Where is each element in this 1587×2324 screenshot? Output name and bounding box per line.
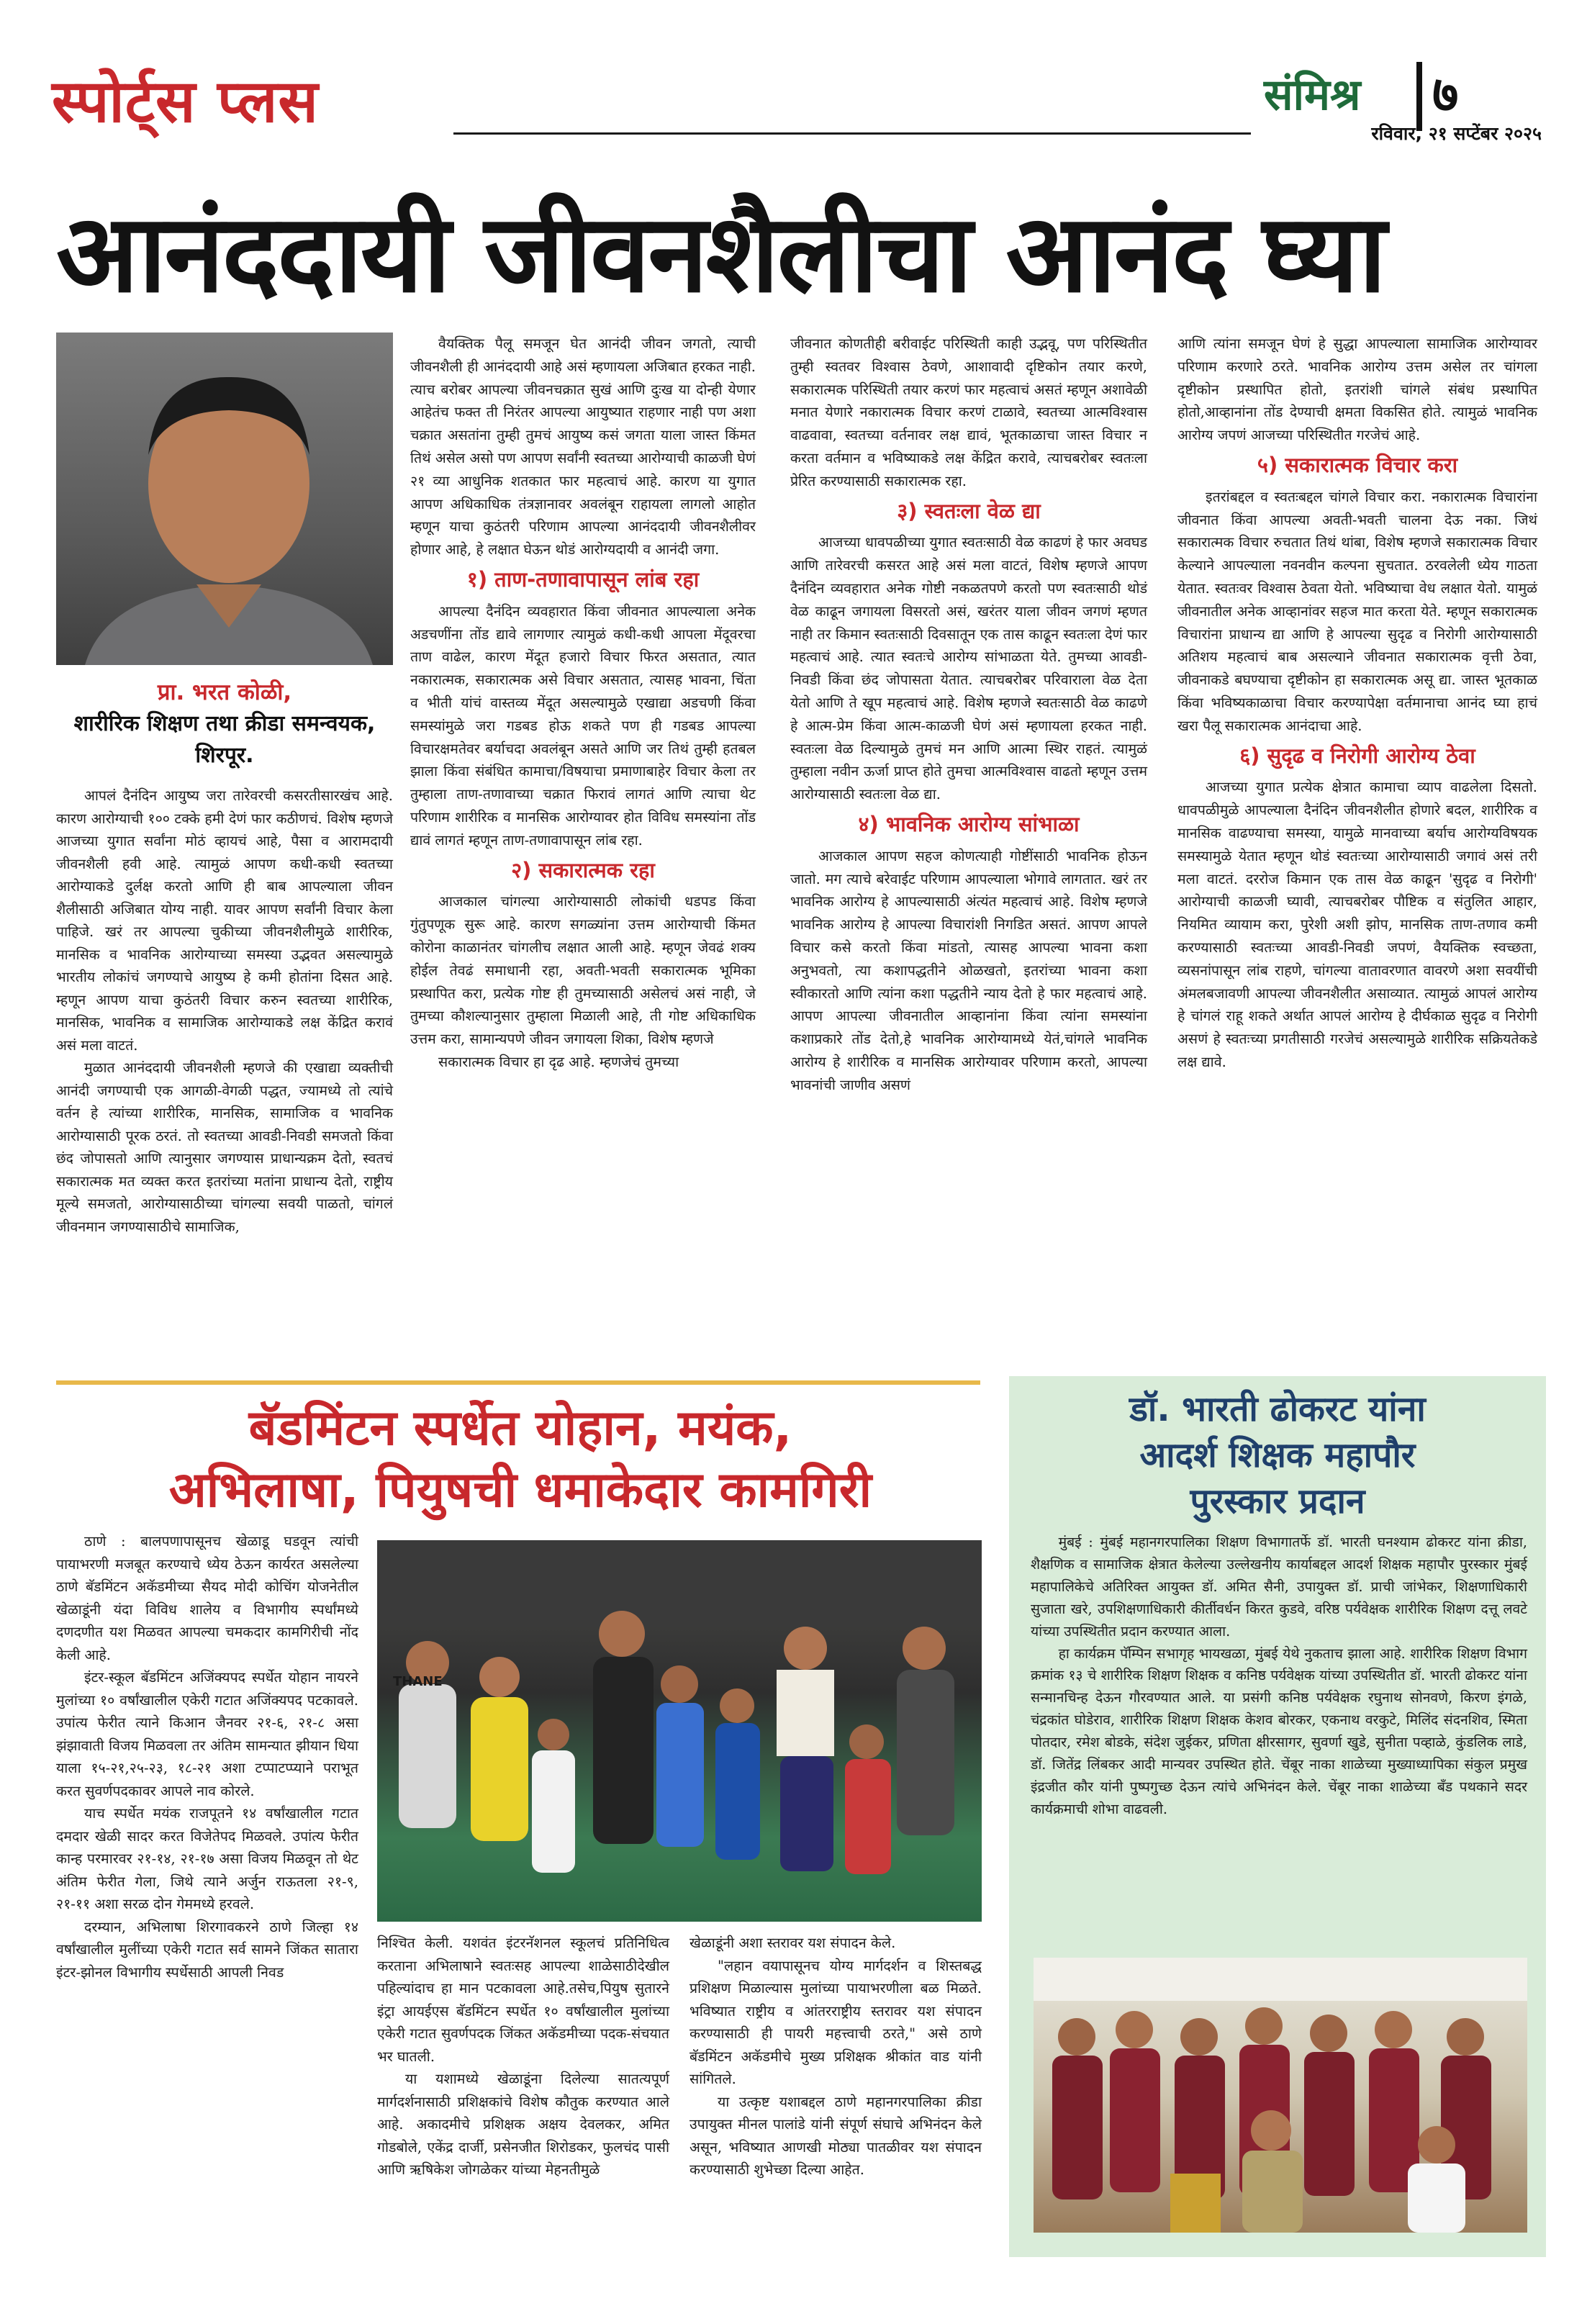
section-divider bbox=[56, 1380, 980, 1385]
badminton-headline-line2: अभिलाषा, पियुषची धमाकेदार कामगिरी bbox=[168, 1462, 872, 1519]
main-col-4 bbox=[1177, 333, 1537, 1074]
award-headline-line2: आदर्श शिक्षक महापौर bbox=[1139, 1435, 1416, 1475]
page-number: ७ bbox=[1432, 65, 1459, 124]
badminton-col-2 bbox=[377, 1932, 669, 2181]
award-headline-line1: डॉ. भारती ढोकरट यांना bbox=[1129, 1389, 1426, 1429]
award-group-icon bbox=[1034, 1958, 1527, 2233]
author-photo bbox=[56, 333, 393, 665]
subheading-positive: २) सकारात्मक रहा bbox=[511, 857, 655, 882]
section-title: स्पोर्ट्स प्लस bbox=[52, 68, 319, 136]
issue-date: रविवार, २१ सप्टेंबर २०२५ bbox=[1371, 123, 1542, 144]
team-group-icon bbox=[377, 1540, 982, 1922]
main-headline: आनंददायी जीवनशैलीचा आनंद घ्या bbox=[56, 191, 1385, 317]
paragraph: आपलं दैनंदिन आयुष्य जरा तारेवरची कसरतीसारखंच आहे. कारण आरोग्याची १०० टक्के हमी देणं फार कठीणचं. विशेष म्हणजे आजच्या युगात सर्वांना मोठं व्हायचं आहे, पैसा व आरामदायी जीवनशैली हवी आहे. त्यामुळं आपण कधी-कधी स्वतच्या आरोग्याकडे दुर्लक्ष करतो आणि ही बाब आपल्याला जीवन शैलीसाठी अजिबात योग्य नाही. यावर आपण सर्वांनी विचार केला पाहिजे. खरं तर आपल्या चुकीच्या जीवनशैलीमुळे शारीरिक, मानसिक व भावनिक आरोग्याच्या समस्या उद्भवत असल्यामुळे भारतीय लोकांचं जगण्याचे आयुष्य हे कमी होतांना दिसत आहे. म्हणून आपण याचा कुठंतरी विचार करुन स्वतच्या शारीरिक, मानसिक, भावनिक व सामाजिक आरोग्याकडे लक्ष केंद्रित करावं असं मला वाटतं. bbox=[56, 787, 393, 1054]
paragraph: याच स्पर्धेत मयंक राजपूतने १४ वर्षांखालील गटात दमदार खेळी सादर करत विजेतेपद मिळवले. उपांत्य फेरीत कान्ह परमारवर २१-१४, २१-१७ असा विजय मिळवून तो थेट अंतिम फेरीत गेला, जिथे त्याने अर्जुन राऊतला २१-९, २१-११ अशा सरळ दोन गेममध्ये हरवले. bbox=[56, 1805, 358, 1912]
award-headline-line3: पुरस्कार प्रदान bbox=[1190, 1481, 1365, 1522]
paragraph: इंटर-स्कूल बॅडमिंटन अजिंक्यपद स्पर्धेत योहान नायरने मुलांच्या १० वर्षांखालील एकेरी गटात अजिंक्यपद पटकावले. उपांत्य फेरीत त्याने किआन जैनवर २१-६, २१-८ असा झंझावाती विजय मिळवला तर अंतिम सामन्यात झीयान धिया याला १५-२१,२५-२३, १८-२१ अशा टप्पाटप्प्याने पराभूत करत सुवर्णपदकावर आपले नाव कोरले. bbox=[56, 1669, 358, 1799]
paragraph: मुंबई : मुंबई महानगरपालिका शिक्षण विभागातर्फे डॉ. भारती घनश्याम ढोकरट यांना क्रीडा, शैक्षणिक व सामाजिक क्षेत्रात केलेल्या उल्लेखनीय कार्याबद्दल आदर्श शिक्षक महापौर पुरस्कार मुंबई महापालिकेचे अतिरिक्त आयुक्त डॉ. अमित सैनी, उपायुक्त डॉ. प्राची जांभेकर, शिक्षणाधिकारी सुजाता खरे, उपशिक्षणाधिकारी कीर्तीवर्धन किरत कुडवे, वरिष्ठ पर्यवेक्षक शारीरिक शिक्षण दत्तू लवटे यांच्या उपस्थितीत प्रदान करण्यात आला. bbox=[1031, 1534, 1527, 1640]
paragraph: आपल्या दैनंदिन व्यवहारात किंवा जीवनात आपल्याला अनेक अडचणींना तोंड द्यावे लागणार त्यामुळं कधी-कधी आपला मेंदूवरचा ताण वाढेल, कारण मेंदूत हजारो विचार फिरत असतात, त्यात नकारात्मक, सकारात्मक असे विचार असतात, त्यासह भावना, चिंता व भीती यांचं वास्तव्य मेंदूत असल्यामुळे एखाद्या अडचणी किंवा समस्यांमुळे जरा गडबड होऊ शकते पण ही गडबड आपल्या विचारक्षमतेवर बर्याचदा अवलंबून असते आणि जर तिथं तुम्ही हतबल झाला किंवा संबंधित कामाचा/विषयाचा प्रमाणाबाहेर विचार केला तर तुम्हाला ताण-तणावाच्या चक्रात फिरावं लागतं आणि त्याचा थेट परिणाम शारीरिक व मानसिक आरोग्यावर होत विविध समस्यांना तोंड द्यावं लागतं म्हणून ताण-तणावापासून लांब रहा. bbox=[410, 602, 756, 849]
subheading-stress: १) ताण-तणावापासून लांब रहा bbox=[466, 566, 700, 592]
main-col-1 bbox=[56, 785, 393, 1238]
supplement-name: संमिश्र bbox=[1264, 70, 1361, 120]
badminton-team-photo bbox=[377, 1540, 982, 1922]
paragraph: खेळाडूंनी अशा स्तरावर यश संपादन केले. bbox=[689, 1935, 896, 1951]
paragraph: आजकाल आपण सहज कोणत्याही गोष्टींसाठी भावनिक होऊन जातो. मग त्याचे बरेवाईट परिणाम आपल्याला भोगावे लागतात. खरं तर भावनिक आरोग्य हे आपल्यासाठी अंत्यंत महत्वाचं आहे. विशेष म्हणजे भावनिक आरोग्य हे आपल्या विचारांशी निगडित असतं. आपण आपले विचार कसे करतो किंवा मांडतो, त्यासह आपल्या भावना कशा अनुभवतो, त्या कशापद्धतीने ओळखतो, इतरांच्या भावना कशा स्वीकारतो आणि त्यांना कशा पद्धतीने न्याय देतो हे फार महत्वाचं आहे. आपण आपल्या जीवनातील आव्हानांना किंवा त्यांना समस्यांना कशाप्रकारे तोंड देतो,हे भावनिक आरोग्यामध्ये येतं,चांगले भावनिक आरोग्य हे शारीरिक व मानसिक आरोग्यावर परिणाम करतो, आपल्या भावनांची जाणीव असणं bbox=[790, 847, 1147, 1093]
paragraph: मुळात आनंददायी जीवनशैली म्हणजे की एखाद्या व्यक्तीची आनंदी जगण्याची एक आगळी-वेगळी पद्धत, ज्यामध्ये तो त्यांचे वर्तन हे त्यांच्या शारीरिक, मानसिक, सामाजिक व भावनिक आरोग्यासाठी पूरक ठरतं. तो स्वतच्या आवडी-निवडी समजतो किंवा छंद जोपासतो आणि त्यानुसार जगण्यास प्राधान्यक्रम देतो, स्वतचं सकारात्मक मत व्यक्त करत इतरांच्या मतांना प्राधान्य देतो, राष्ट्रीय मूल्ये समजतो, आरोग्यासाठीच्या चांगल्या सवयी पाळतो, चांगलं जीवनमान जगण्यासाठीचे सामाजिक, bbox=[56, 1059, 393, 1235]
main-col-3 bbox=[790, 333, 1147, 1097]
paragraph: या यशामध्ये खेळाडूंना दिलेल्या सातत्यपूर्ण मार्गदर्शनासाठी प्रशिक्षकांचे विशेष कौतुक करण्यात आले आहे. अकादमीचे प्रशिक्षक अक्षय देवलकर, अमित गोडबोले, एकेंद्र दार्जी, प्रसेनजीत शिरोडकर, फुलचंद पासी आणि ऋषिकेश जोगळेकर यांच्या मेहनतीमुळे bbox=[377, 2071, 669, 2178]
header-rule bbox=[453, 132, 1251, 135]
photo-banner-text: THANE bbox=[393, 1674, 443, 1689]
badminton-headline-line1: बॅडमिंटन स्पर्धेत योहान, मयंक, bbox=[248, 1400, 792, 1457]
paragraph: हा कार्यक्रम पॅम्पिन सभागृह भायखळा, मुंबई येथे नुकताच झाला आहे. शारीरिक शिक्षण विभाग क्रमांक १३ चे शारीरिक शिक्षण शिक्षक व कनिष्ठ पर्यवेक्षक यांच्या उपस्थितीत डॉ. भारती ढोकरट यांना सन्मानचिन्ह देऊन गौरवण्यात आले. या प्रसंगी कनिष्ठ पर्यवेक्षक रघुनाथ सोनवणे, किरण इंगळे, चंद्रकांत घोडेराव, शारीरिक शिक्षण शिक्षक केशव बोरकर, एकनाथ वरकुटे, मिलिंद संदनशिव, स्मिता पोतदार, रमेश बोडके, संदेश जुईकर, प्रणिता क्षीरसागर, सुवर्णा खुडे, सुनीता पव्हाळे, कुंडलिक लाडे, डॉ. जितेंद्र लिंबकर आदी मान्यवर उपस्थित होते. चेंबूर नाका शाळेच्या मुख्याध्यापिका संकुल प्रमुख इंद्रजीत कौर यांनी पुष्पगुच्छ देऊन त्यांचे अभिनंदन केले. चेंबूर नाका शाळेच्या बँड पथकाने सदर कार्यक्रमाची शोभा वाढवली. bbox=[1031, 1645, 1527, 1817]
author-location: शिरपूर. bbox=[195, 743, 254, 768]
author-designation: शारीरिक शिक्षण तथा क्रीडा समन्वयक, bbox=[73, 711, 376, 736]
paragraph: जीवनात कोणतीही बरीवाईट परिस्थिती काही उद्भवू, पण परिस्थितीत तुम्ही स्वतवर विश्वास ठेवणे, आशावादी दृष्टिकोन तयार करणे, सकारात्मक परिस्थिती तयार करणं फार महत्वाचं असतं म्हणून अशावेळी मनात येणारे नकारात्मक विचार करणं टाळावे, स्वतच्या आत्मविश्वास वाढवावा, स्वतच्या वर्तनावर लक्ष द्यावं, भूतकाळाचा जास्त विचार न करता वर्तमान व भविष्याकडे लक्ष केंद्रित करावे, त्याचबरोबर स्वतःला प्रेरित करण्यासाठी सकारात्मक रहा. bbox=[790, 335, 1147, 489]
paragraph: आणि त्यांना समजून घेणं हे सुद्धा आपल्याला सामाजिक आरोग्यावर परिणाम करणारे ठरते. भावनिक आरोग्य उत्तम असेल तर चांगला दृष्टीकोन प्रस्थापित होतो, इतरांशी चांगले संबंध प्रस्थापित होतो,आव्हानांना तोंड देण्याची क्षमता विकसित होते. त्यामुळं भावनिक आरोग्य जपणं आजच्या परिस्थितीत गरजेचं आहे. bbox=[1177, 335, 1537, 444]
paragraph: "लहान वयापासूनच योग्य मार्गदर्शन व शिस्तबद्ध प्रशिक्षण मिळाल्यास मुलांच्या पायाभरणीला बळ मिळते. भविष्यात राष्ट्रीय व आंतरराष्ट्रीय स्तरावर यश संपादन करण्यासाठी ही पायरी महत्त्वाची ठरते," असे ठाणे बॅडमिंटन अकॅडमीचे मुख्य प्रशिक्षक श्रीकांत वाड यांनी सांगितले. bbox=[689, 1957, 982, 2087]
paragraph: आजच्या धावपळीच्या युगात स्वतःसाठी वेळ काढणं हे फार अवघड आणि तारेवरची कसरत आहे असं मला वाटतं, विशेष म्हणजे आपण दैनंदिन व्यवहारात अनेक गोष्टी नकळतपणे करतो पण स्वतःसाठी थोडं वेळ काढून जगायला विसरतो असं, खरंतर याला जीवन जगणं म्हणत नाही तर किमान स्वतःसाठी दिवसातून एक तास काढून स्वतःला देणं फार महत्वाचं आहे. त्यात स्वतःचे आरोग्य सांभाळता येते. तुमच्या आवडी-निवडी किंवा छंद जोपासता येतात. त्याचबरोबर परिवाराला वेळ देता येतो आणि ते खूप महत्वाचं आहे. विशेष म्हणजे स्वतःसाठी वेळ काढणे हे आत्म-प्रेम किंवा आत्म-काळजी घेणं असं म्हणायला हरकत नाही. स्वतःला वेळ दिल्यामुळे तुमचं मन आणि आत्मा स्थिर राहतं. त्यामुळं तुम्हाला नवीन ऊर्जा प्राप्त होते तुमचा आत्मविश्वास वाढतो म्हणून उत्तम आरोग्यासाठी स्वतःला वेळ द्या. bbox=[790, 534, 1147, 803]
paragraph: निश्चित केली. यशवंत इंटरनॅशनल स्कूलचं प्रतिनिधित्व करताना अभिलाषाने स्वतःसह आपल्या शाळेसाठीदेखील पहिल्यांदाच हा मान पटकावला आहे.तसेच,पियुष सुतारने इंट्रा आयईएस बॅडमिंटन स्पर्धेत १० वर्षांखालील मुलांच्या एकेरी गटात सुवर्णपदक जिंकत अकॅडमीच्या पदक-संचयात भर घातली. bbox=[377, 1935, 669, 2065]
subheading-emotional: ४) भावनिक आरोग्य सांभाळा bbox=[858, 811, 1080, 836]
subheading-healthy: ६) सुदृढ व निरोगी आरोग्य ठेवा bbox=[1239, 743, 1475, 768]
award-body bbox=[1031, 1532, 1527, 1821]
badminton-col-1 bbox=[56, 1530, 358, 1984]
paragraph: दरम्यान, अभिलाषा शिरगावकरने ठाणे जिल्हा १४ वर्षांखालील मुलींच्या एकेरी गटात सर्व सामने जिंकत सातारा इंटर-झोनल विभागीय स्पर्धेसाठी आपली निवड bbox=[56, 1918, 358, 1981]
subheading-positive-thinking: ५) सकारात्मक विचार करा bbox=[1257, 452, 1458, 477]
paragraph: ठाणे : बालपणापासूनच खेळाडू घडवून त्यांची पायाभरणी मजबूत करण्याचे ध्येय ठेऊन कार्यरत असलेल्या ठाणे बॅडमिंटन अकॅडमीच्या सैयद मोदी कोचिंग योजनेतील खेळाडूंनी यंदा विविध शालेय व विभागीय स्पर्धांमध्ये दणदणीत यश मिळवत आपल्या चमकदार कामगिरीची नोंद केली आहे. bbox=[56, 1533, 358, 1663]
award-photo bbox=[1034, 1958, 1527, 2233]
paragraph: या उत्कृष्ट यशाबद्दल ठाणे महानगरपालिका क्रीडा उपायुक्त मीनल पालांडे यांनी संपूर्ण संघाचे अभिनंदन केले असून, भविष्यात आणखी मोठ्या पातळीवर यश संपादन करण्यासाठी शुभेच्छा दिल्या आहेत. bbox=[689, 2093, 982, 2178]
badminton-headline bbox=[56, 1398, 985, 1522]
paragraph: वैयक्तिक पैलू समजून घेत आनंदी जीवन जगतो, त्याची जीवनशैली ही आनंददायी आहे असं म्हणायला अजिबात हरकत नाही. त्याच बरोबर आपल्या जीवनचक्रात सुखं आणि दुःख या दोन्ही येणार आहेतंच फक्त ती निरंतर आपल्या आयुष्यात राहणार नाही पण अशा चक्रात असतांना तुम्ही तुमचं आयुष्य कसं जगता याला जास्त किंमत तिथं असेल असो पण आपण सर्वांनी स्वतच्या आरोग्याची काळजी घेणं २१ व्या आधुनिक शतकात फार महत्वाचं आहे. कारण या युगात आपण अधिकाधिक तंत्रज्ञानावर अवलंबून राहायला लागलो आहोत म्हणून याचा कुठंतरी परिणाम आपल्या आनंददायी जीवनशैलीवर होणार आहे, हे लक्षात घेऊन थोडं आरोग्यदायी व आनंदी जगा. bbox=[410, 335, 756, 559]
paragraph: आजच्या युगात प्रत्येक क्षेत्रात कामाचा व्याप वाढलेला दिसतो. धावपळीमुळे आपल्याला दैनंदिन जीवनशैलीत होणारे बदल, शारीरिक व मानसिक वाढण्याचा समस्या, यामुळे मानवाच्या बर्याच आरोग्यविषयक समस्यामुळे येतात म्हणून थोडं स्वतःच्या आरोग्यासाठी जगावं असं तरी मला वाटतं. दररोज किमान एक तास वेळ काढून 'सुदृढ व निरोगी' आरोग्याची काळजी घ्यावी, त्याचबरोबर पौष्टिक व संतुलित आहार, नियमित व्यायाम करा, पुरेशी अशी झोप, मानसिक ताण-तणाव कमी करण्यासाठी स्वतःच्या आवडी-निवडी जपणं, वैयक्तिक स्वच्छता, व्यसनांपासून लांब राहणे, चांगल्या वातावरणात वावरणे अशा सवयींची अंमलबजावणी आपल्या जीवनशैलीत असाव्यात. त्यामुळं आपलं आरोग्य हे चांगलं राहू शकते अर्थात आपलं आरोग्य हे दीर्घकाळ सुदृढ व निरोगी असणं हे स्वतःच्या प्रगतीसाठी गरजेचं असल्यामुळे शारीरिक सक्रियतेकडे लक्ष द्यावे. bbox=[1177, 779, 1537, 1070]
award-headline bbox=[1009, 1386, 1546, 1524]
author-byline bbox=[56, 677, 393, 772]
badminton-col-3 bbox=[689, 1932, 982, 2181]
author-name: प्रा. भरत कोळी, bbox=[157, 679, 292, 705]
paragraph: सकारात्मक विचार हा दृढ आहे. म्हणजेचं तुमच्या bbox=[438, 1053, 679, 1070]
paragraph: आजकाल चांगल्या आरोग्यासाठी लोकांची धडपड किंवा गुंतुपणूक सुरू आहे. कारण सगळ्यांना उत्तम आरोग्याची किंमत कोरोना काळानंतर चांगलीच लक्षात आली आहे. म्हणून जेवढं शक्य होईल तेवढं समाधानी रहा, अवती-भवती सकारात्मक भूमिका प्रस्थापित करा, प्रत्येक गोष्ट ही तुमच्यासाठी असेलचं असं नाही, जे तुमच्या कौशल्यानुसार तुम्हाला मिळाली आहे, ती गोष्ट अधिकाधिक उत्तम करा, सामान्यपणे जीवन जगायला शिका, विशेष म्हणजे bbox=[410, 893, 756, 1048]
author-portrait-icon bbox=[56, 333, 393, 665]
paragraph: इतरांबद्दल व स्वतःबद्दल चांगले विचार करा. नकारात्मक विचारांना जीवनात किंवा आपल्या अवती-भवती चालना देऊ नका. जिथं सकारात्मक विचार रुचतात तिथं थांबा, विशेष म्हणजे सकारात्मक विचार केल्याने आपल्याला नवनवीन कल्पना सुचतात. ठरवलेली ध्येय गाठता येतात. स्वतःवर विश्वास ठेवता येतो. भविष्याचा वेध लक्षात येतो. यामुळं जीवनातील अनेक आव्हानांवर सहज मात करता येते. म्हणून सकारात्मक विचारांना प्राधान्य द्या आणि हे आपल्या सुदृढ व निरोगी आरोग्यासाठी अतिशय महत्वाचं बाब असल्याने जीवनात सकारात्मक वृत्ती ठेवा, जीवनाकडे बघण्याचा दृष्टीकोन हा सकारात्मक असू द्या. जास्त भूतकाळ किंवा भविष्यकाळाचा विचार करण्यापेक्षा वर्तमानाचा आनंद घ्या हाचं खरा पैलू सकारात्मक आनंदाचा आहे. bbox=[1177, 488, 1537, 734]
subheading-self-time: ३) स्वतःला वेळ द्या bbox=[897, 498, 1041, 523]
main-col-2 bbox=[410, 333, 756, 1074]
